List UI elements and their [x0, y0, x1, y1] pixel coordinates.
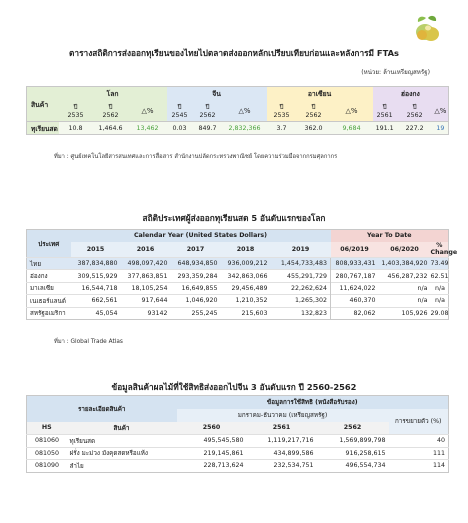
ytd-header: Year To Date [331, 230, 449, 242]
delta-header: △% [331, 101, 373, 122]
year-header: ปี 2562 [93, 101, 129, 122]
value-cell: 936,009,212 [221, 258, 271, 270]
value-cell: 228,713,624 [177, 460, 247, 473]
year-header: ปี 2562 [397, 101, 433, 122]
ytd-period-header: 06/2019 [331, 242, 379, 258]
value-cell: 82,062 [331, 307, 379, 319]
hs-code: 081050 [27, 447, 67, 460]
value-cell: 309,515,929 [71, 270, 121, 282]
value-cell: 293,359,284 [171, 270, 221, 282]
table3-title: ข้อมูลสินค้าผลไม้ที่ใช้สิทธิส่งออกไปจีน 3 อันดับแรก ปี 2560-2562 [111, 382, 357, 392]
country-name: เนเธอร์แลนด์ [27, 295, 71, 307]
value-cell: 362.0 [297, 122, 331, 135]
country-name: ไทย [27, 258, 71, 270]
group-asean: อาเซียน [267, 87, 373, 101]
growth-cell: 111 [389, 447, 449, 460]
value-cell: 3.7 [267, 122, 297, 135]
table2-source: ที่มา : Global Trade Atlas [54, 339, 123, 345]
value-cell: 16,649,855 [171, 282, 221, 294]
value-cell: 1,265,302 [271, 295, 331, 307]
table-row [27, 307, 449, 319]
change-header: % Change [430, 242, 458, 257]
value-cell: n/a [379, 295, 431, 307]
product-header: สินค้า [27, 87, 59, 122]
delta-cell: 13,462 [129, 122, 167, 135]
group-world: โลก [59, 87, 167, 101]
usage-header: ข้อมูลการใช้สิทธิ (หนังสือรับรอง) [177, 396, 449, 409]
product-name: ทุเรียนสด [67, 435, 177, 448]
year-header: 2018 [221, 242, 271, 258]
fruit-logo-icon [412, 14, 442, 44]
value-cell: 219,145,861 [177, 447, 247, 460]
value-cell: 808,933,431 [331, 258, 379, 270]
fruit-export-china-table [26, 395, 449, 473]
product-name: ฝรั่ง มะม่วง มังคุดสดหรือแห้ง [67, 447, 177, 460]
delta-header: △% [129, 101, 167, 122]
value-cell: 0.03 [167, 122, 193, 135]
table-row [27, 460, 449, 473]
value-cell: n/a [431, 295, 449, 307]
table2-title: สถิติประเทศผู้ส่งออกทุเรียนสด 5 อันดับแรกของโลก [142, 213, 326, 223]
value-cell: 215,603 [221, 307, 271, 319]
value-cell: 10.8 [59, 122, 93, 135]
value-cell: n/a [431, 282, 449, 294]
table1-unit: (หน่วย: ล้านเหรียญสหรัฐ) [361, 69, 430, 76]
growth-header: การขยายตัว (%) [389, 409, 449, 435]
table-row [27, 258, 449, 270]
value-cell: 29.08 [431, 307, 449, 319]
growth-cell: 114 [389, 460, 449, 473]
value-cell: 1,569,899,798 [317, 435, 389, 448]
value-cell: 498,097,420 [121, 258, 171, 270]
value-cell: 917,644 [121, 295, 171, 307]
year-header: ปี 2535 [267, 101, 297, 122]
country-header: ประเทศ [27, 230, 71, 258]
value-cell: 662,561 [71, 295, 121, 307]
value-cell: 1,119,217,716 [247, 435, 317, 448]
value-cell: 1,454,733,483 [271, 258, 331, 270]
value-cell: 191.1 [373, 122, 397, 135]
value-cell: 18,105,254 [121, 282, 171, 294]
product-header: สินค้า [67, 422, 177, 435]
delta-cell: 9,684 [331, 122, 373, 135]
growth-cell: 40 [389, 435, 449, 448]
year-header: 2016 [121, 242, 171, 258]
value-cell: n/a [379, 282, 431, 294]
delta-header: △% [223, 101, 267, 122]
value-cell: 460,370 [331, 295, 379, 307]
year-header: 2560 [177, 422, 247, 435]
value-cell: 132,823 [271, 307, 331, 319]
group-hongkong: ฮ่องกง [373, 87, 449, 101]
value-cell: 227.2 [397, 122, 433, 135]
value-cell: 377,863,851 [121, 270, 171, 282]
value-cell: 342,863,066 [221, 270, 271, 282]
country-name: มาเลเซีย [27, 282, 71, 294]
value-cell: 93142 [121, 307, 171, 319]
country-name: ฮ่องกง [27, 270, 71, 282]
delta-cell: 2,832,366 [223, 122, 267, 135]
group-china: จีน [167, 87, 267, 101]
value-cell: 455,291,729 [271, 270, 331, 282]
top5-exporters-table [26, 229, 458, 320]
value-cell: 1,403,384,920 [379, 258, 431, 270]
value-cell: 73.49 [431, 258, 449, 270]
country-name: สหรัฐอเมริกา [27, 307, 71, 319]
hs-code: 081090 [27, 460, 67, 473]
value-cell: 434,899,586 [247, 447, 317, 460]
year-header: 2015 [71, 242, 121, 258]
value-cell: 456,287,232 [379, 270, 431, 282]
table1-title: ตารางสถิติการส่งออกทุเรียนของไทยไปตลาดส่งออกหลักเปรียบเทียบก่อนและหลังการมี FTAs [69, 48, 399, 58]
value-cell: 232,534,751 [247, 460, 317, 473]
table-row [27, 435, 449, 448]
year-header: 2561 [247, 422, 317, 435]
year-header: ปี 2562 [297, 101, 331, 122]
calendar-year-header: Calendar Year (United States Dollars) [71, 230, 331, 242]
row-label: ทุเรียนสด [27, 122, 59, 135]
hs-header: HS [27, 422, 67, 435]
value-cell: 849.7 [193, 122, 223, 135]
year-header: ปี 2535 [59, 101, 93, 122]
product-name: ลำไย [67, 460, 177, 473]
fta-comparison-table [26, 86, 449, 135]
value-cell: 648,934,850 [171, 258, 221, 270]
table-row [27, 295, 449, 307]
value-cell: 387,834,880 [71, 258, 121, 270]
value-cell: 496,554,734 [317, 460, 389, 473]
ytd-period-header: 06/2020 [379, 242, 431, 258]
value-cell: 105,926 [379, 307, 431, 319]
value-cell: 916,258,615 [317, 447, 389, 460]
value-cell: 16,544,718 [71, 282, 121, 294]
table1-source: ที่มา : ศูนย์เทคโนโลยีสารสนเทศและการสื่อสาร สำนักงานปลัดกระทรวงพาณิชย์ โดยความร่วมมือจากกรมศุลกากร [54, 154, 338, 160]
period-header: มกราคม-ธันวาคม (เหรียญสหรัฐ) [177, 409, 389, 422]
year-header: ปี 2545 [167, 101, 193, 122]
value-cell: 1,046,920 [171, 295, 221, 307]
value-cell: 1,210,352 [221, 295, 271, 307]
detail-header: รายละเอียดสินค้า [27, 396, 177, 422]
value-cell: 280,767,187 [331, 270, 379, 282]
delta-cell: 19 [433, 122, 449, 135]
year-header: 2019 [271, 242, 331, 258]
table-row [27, 270, 449, 282]
year-header: ปี 2561 [373, 101, 397, 122]
year-header: 2562 [317, 422, 389, 435]
year-header: 2017 [171, 242, 221, 258]
table-row [27, 447, 449, 460]
year-header: ปี 2562 [193, 101, 223, 122]
value-cell: 22,262,624 [271, 282, 331, 294]
delta-header: △% [433, 101, 449, 122]
hs-code: 081060 [27, 435, 67, 448]
value-cell: 29,456,489 [221, 282, 271, 294]
value-cell: 62.51 [431, 270, 449, 282]
table-row [27, 282, 449, 294]
value-cell: 11,624,022 [331, 282, 379, 294]
value-cell: 1,464.6 [93, 122, 129, 135]
value-cell: 255,245 [171, 307, 221, 319]
value-cell: 45,054 [71, 307, 121, 319]
value-cell: 495,545,580 [177, 435, 247, 448]
